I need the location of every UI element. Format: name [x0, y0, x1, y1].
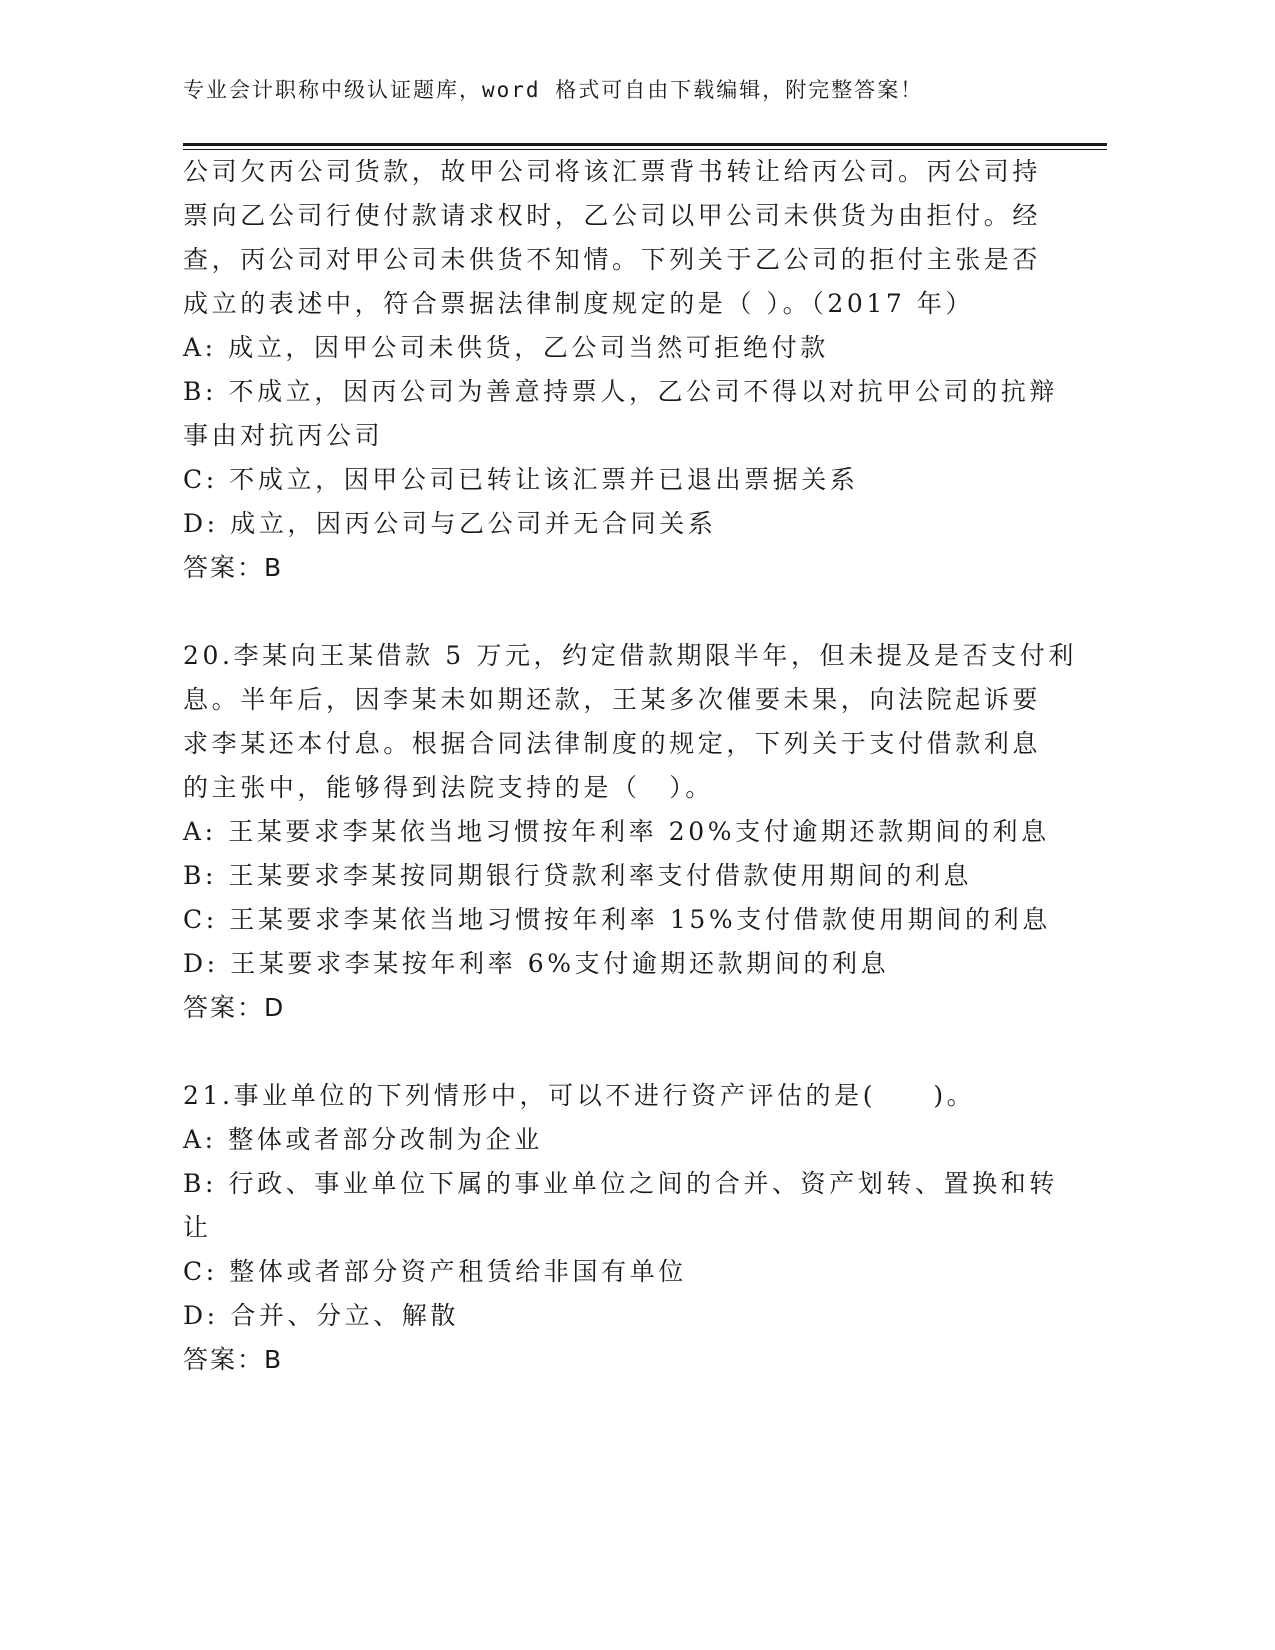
spacer — [183, 590, 1043, 634]
question-stem-line: 成立的表述中，符合票据法律制度规定的是（ ）。（2017 年） — [183, 289, 975, 318]
option-b-continued: 事由对抗丙公司 — [183, 421, 384, 450]
option-a: A: 王某要求李某依当地习惯按年利率 20%支付逾期还款期间的利息 — [183, 817, 1050, 846]
question-stem-line: 21.事业单位的下列情形中，可以不进行资产评估的是( )。 — [183, 1081, 976, 1110]
question-19 — [183, 150, 1058, 590]
question-stem-line: 息。半年后，因李某未如期还款，王某多次催要未果，向法院起诉要 — [183, 685, 1042, 714]
question-stem-line: 20.李某向王某借款 5 万元，约定借款期限半年，但未提及是否支付利 — [183, 641, 1077, 670]
question-stem-line: 求李某还本付息。根据合同法律制度的规定，下列关于支付借款利息 — [183, 729, 1042, 758]
option-c: C: 王某要求李某依当地习惯按年利率 15%支付借款使用期间的利息 — [183, 905, 1051, 934]
option-c: C: 不成立，因甲公司已转让该汇票并已退出票据关系 — [183, 465, 859, 494]
option-d: D: 成立，因丙公司与乙公司并无合同关系 — [183, 509, 717, 538]
option-c: C: 整体或者部分资产租赁给非国有单位 — [183, 1257, 687, 1286]
page-header: 专业会计职称中级认证题库，word 格式可自由下载编辑，附完整答案！ — [183, 78, 924, 102]
answer: 答案：B — [183, 553, 284, 582]
question-21 — [183, 1074, 1058, 1382]
option-b: B: 不成立，因丙公司为善意持票人，乙公司不得以对抗甲公司的抗辩 — [183, 377, 1058, 406]
option-a: A: 成立，因甲公司未供货，乙公司当然可拒绝付款 — [183, 333, 829, 362]
question-stem-line: 的主张中，能够得到法院支持的是（ ）。 — [183, 773, 714, 802]
answer: 答案：D — [183, 993, 286, 1022]
option-d: D: 王某要求李某按年利率 6%支付逾期还款期间的利息 — [183, 949, 890, 978]
question-stem-line: 公司欠丙公司货款，故甲公司将该汇票背书转让给丙公司。丙公司持 — [183, 157, 1042, 186]
option-d: D: 合并、分立、解散 — [183, 1301, 460, 1330]
spacer — [183, 1030, 1043, 1074]
question-stem-line: 查，丙公司对甲公司未供货不知情。下列关于乙公司的拒付主张是否 — [183, 245, 1042, 274]
option-b: B: 王某要求李某按同期银行贷款利率支付借款使用期间的利息 — [183, 861, 973, 890]
question-content — [183, 150, 1077, 1382]
answer: 答案：B — [183, 1345, 284, 1374]
option-b-continued: 让 — [183, 1213, 212, 1242]
option-b: B: 行政、事业单位下属的事业单位之间的合并、资产划转、置换和转 — [183, 1169, 1058, 1198]
question-20 — [183, 634, 1077, 1030]
header-divider-thick — [183, 143, 1107, 146]
option-a: A: 整体或者部分改制为企业 — [183, 1125, 543, 1154]
question-stem-line: 票向乙公司行使付款请求权时，乙公司以甲公司未供货为由拒付。经 — [183, 201, 1042, 230]
